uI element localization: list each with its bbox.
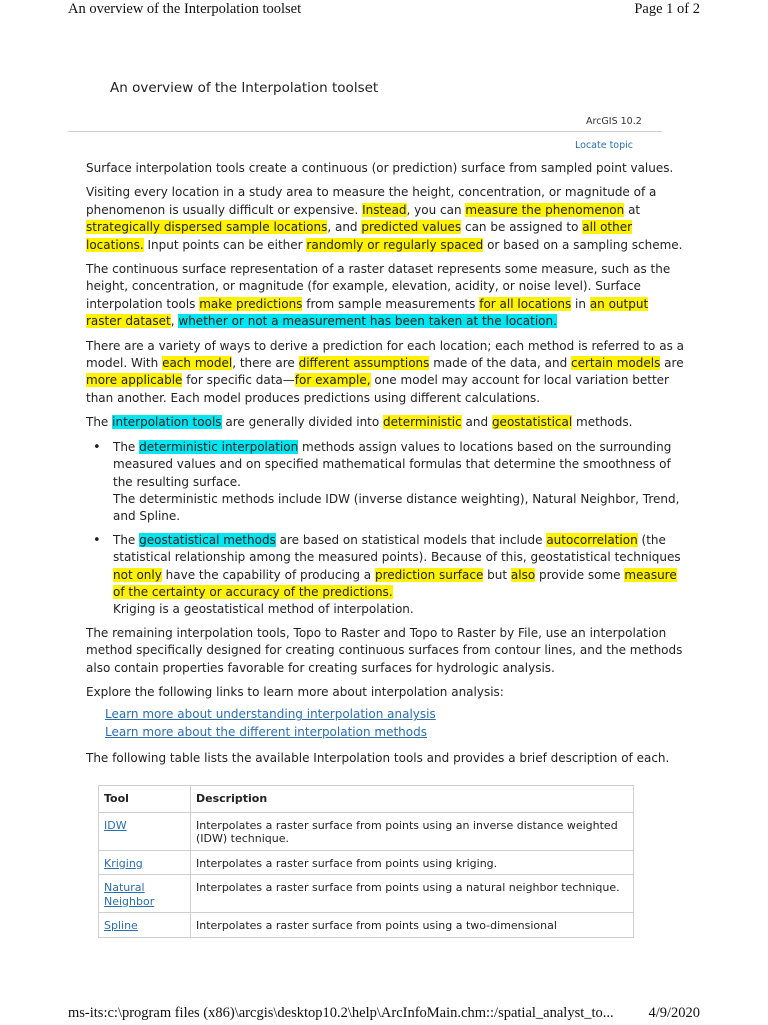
table-row — [99, 850, 634, 875]
highlight: each model — [162, 356, 233, 371]
highlight: geostatistical — [491, 415, 573, 430]
product-version: ArcGIS 10.2 — [586, 116, 642, 127]
text: The continuous surface representation of a raster dataset represents some measure, such as the height, concentration, or magnitude (for example, elevation, acidity, or noise level). Surface interpolation tools — [86, 262, 671, 311]
paragraph-intro: Surface interpolation tools create a continuous (or prediction) surface from sampled point values. — [86, 161, 674, 175]
text: , you can — [406, 202, 466, 217]
tool-link-kriging[interactable]: Kriging — [104, 856, 143, 870]
description-cell: Interpolates a raster surface from points using a two-dimensional — [191, 913, 634, 938]
title-divider — [68, 131, 662, 132]
text: Input points can be either — [143, 237, 307, 252]
tools-table — [98, 785, 634, 938]
highlight: autocorrelation — [546, 532, 638, 547]
learn-more-links — [105, 705, 684, 741]
print-header — [68, 0, 700, 22]
text: , — [170, 314, 179, 329]
text: , there are — [232, 356, 299, 371]
list-item-geostatistical — [113, 532, 684, 619]
table-row — [99, 875, 634, 913]
text: The deterministic methods include IDW (inverse distance weighting), Natural Neighbor, Trend, and Spline. — [113, 491, 680, 524]
print-footer-date: 4/9/2020 — [648, 1005, 700, 1021]
tool-link-idw[interactable]: IDW — [104, 818, 127, 832]
print-footer — [68, 1005, 700, 1025]
text: The — [113, 532, 140, 547]
text: The — [86, 415, 113, 430]
text: made of the data, and — [429, 356, 572, 371]
highlight: for example, — [294, 373, 371, 388]
column-header-tool: Tool — [99, 786, 191, 813]
text: Visiting every location in a study area to measure the height, concentration, or magnitude of a phenomenon is usually difficult or expensive. — [86, 185, 657, 217]
tool-link-spline[interactable]: Spline — [104, 919, 138, 932]
highlight: not only — [113, 567, 162, 582]
page-title: An overview of the Interpolation toolset — [110, 80, 379, 96]
text: methods assign values to locations based on the surrounding measured values and on specified mathematical formulas that determine the smoothness of the resulting surface. — [113, 439, 672, 489]
highlight: strategically dispersed sample locations — [86, 220, 328, 235]
text: are — [660, 356, 684, 371]
tool-cell — [99, 812, 191, 850]
text: There are a variety of ways to derive a prediction for each location; each method is referred to as a model. With — [86, 338, 684, 371]
highlight: more applicable — [86, 373, 183, 388]
paragraph-categories — [86, 414, 684, 431]
text: from sample measurements — [302, 296, 480, 311]
paragraph-models — [86, 338, 684, 408]
link-understanding-interpolation[interactable]: Learn more about understanding interpolation analysis — [105, 707, 436, 722]
tool-cell — [99, 913, 191, 938]
highlight: Instead — [362, 202, 407, 217]
description-cell: Interpolates a raster surface from points using an inverse distance weighted (IDW) technique. — [191, 812, 634, 850]
column-header-description: Description — [191, 786, 634, 813]
text: Kriging is a geostatistical method of interpolation. — [113, 602, 414, 617]
highlight: for all locations — [479, 296, 572, 311]
description-cell: Interpolates a raster surface from points using a natural neighbor technique. — [191, 875, 634, 913]
paragraph-surface — [86, 261, 684, 331]
paragraph-explore: Explore the following links to learn more about interpolation analysis: — [86, 684, 504, 699]
table-header-row — [99, 786, 634, 813]
text: provide some — [535, 567, 625, 582]
highlight: measure of the certainty or accuracy of the predictions. — [113, 567, 677, 599]
table-row — [99, 913, 634, 938]
link-interpolation-methods[interactable]: Learn more about the different interpolation methods — [105, 725, 427, 740]
text: have the capability of producing a — [161, 567, 375, 582]
text: can be assigned to — [461, 220, 583, 235]
text: methods. — [572, 415, 633, 430]
description-cell: Interpolates a raster surface from points using kriging. — [191, 850, 634, 875]
article-body — [86, 160, 684, 775]
text: , and — [327, 220, 362, 235]
highlight: deterministic — [383, 415, 462, 430]
highlight-cyan: interpolation tools — [112, 415, 222, 430]
text: in — [571, 296, 590, 311]
highlight: randomly or regularly spaced — [306, 237, 484, 252]
tool-cell — [99, 850, 191, 875]
text: are generally divided into — [221, 415, 384, 430]
highlight: an output raster dataset — [86, 296, 649, 329]
print-header-title: An overview of the Interpolation toolset — [68, 1, 302, 17]
locate-topic-link[interactable]: Locate topic — [575, 140, 634, 151]
text: one model may account for local variation better than another. Each model produces predictions using different calculations. — [86, 373, 669, 405]
method-list — [86, 439, 684, 619]
text: and — [461, 415, 492, 430]
paragraph-topo: The remaining interpolation tools, Topo to Raster and Topo to Raster by File, use an interpolation method specifically designed for creating continuous surfaces from contour lines, and the methods also contain properties favorable for creating surfaces for hydrologic analysis. — [86, 625, 683, 675]
highlight: make predictions — [199, 296, 303, 311]
text: are based on statistical models that include — [275, 532, 547, 547]
highlight: measure the phenomenon — [465, 202, 625, 217]
text: or based on a sampling scheme. — [483, 237, 683, 252]
highlight: prediction surface — [374, 567, 484, 582]
text: The — [113, 439, 140, 454]
highlight-cyan: geostatistical methods — [139, 532, 276, 547]
highlight: different assumptions — [298, 356, 430, 371]
tool-link-natural-neighbor[interactable]: Natural Neighbor — [104, 881, 155, 908]
print-footer-path: ms-its:c:\program files (x86)\arcgis\desktop10.2\help\ArcInfoMain.chm::/spatial_analyst_to... — [68, 1005, 614, 1021]
highlight: all other locations. — [86, 220, 633, 252]
highlight: certain models — [571, 356, 661, 371]
paragraph-table-intro: The following table lists the available Interpolation tools and provides a brief description of each. — [86, 751, 670, 766]
highlight-cyan: whether or not a measurement has been taken at the location. — [178, 314, 557, 329]
print-header-page: Page 1 of 2 — [634, 1, 700, 17]
text: at — [624, 202, 641, 217]
text: (the statistical relationship among the measured points). Because of this, geostatistical techniques — [113, 532, 681, 565]
tool-cell — [99, 875, 191, 913]
highlight: predicted values — [361, 220, 462, 235]
text: for specific data— — [182, 373, 295, 388]
highlight-cyan: deterministic interpolation — [139, 439, 299, 454]
paragraph-sampling — [86, 184, 684, 254]
list-item-deterministic — [113, 439, 684, 526]
text: but — [483, 567, 511, 582]
highlight: also — [510, 567, 536, 582]
table-row — [99, 812, 634, 850]
